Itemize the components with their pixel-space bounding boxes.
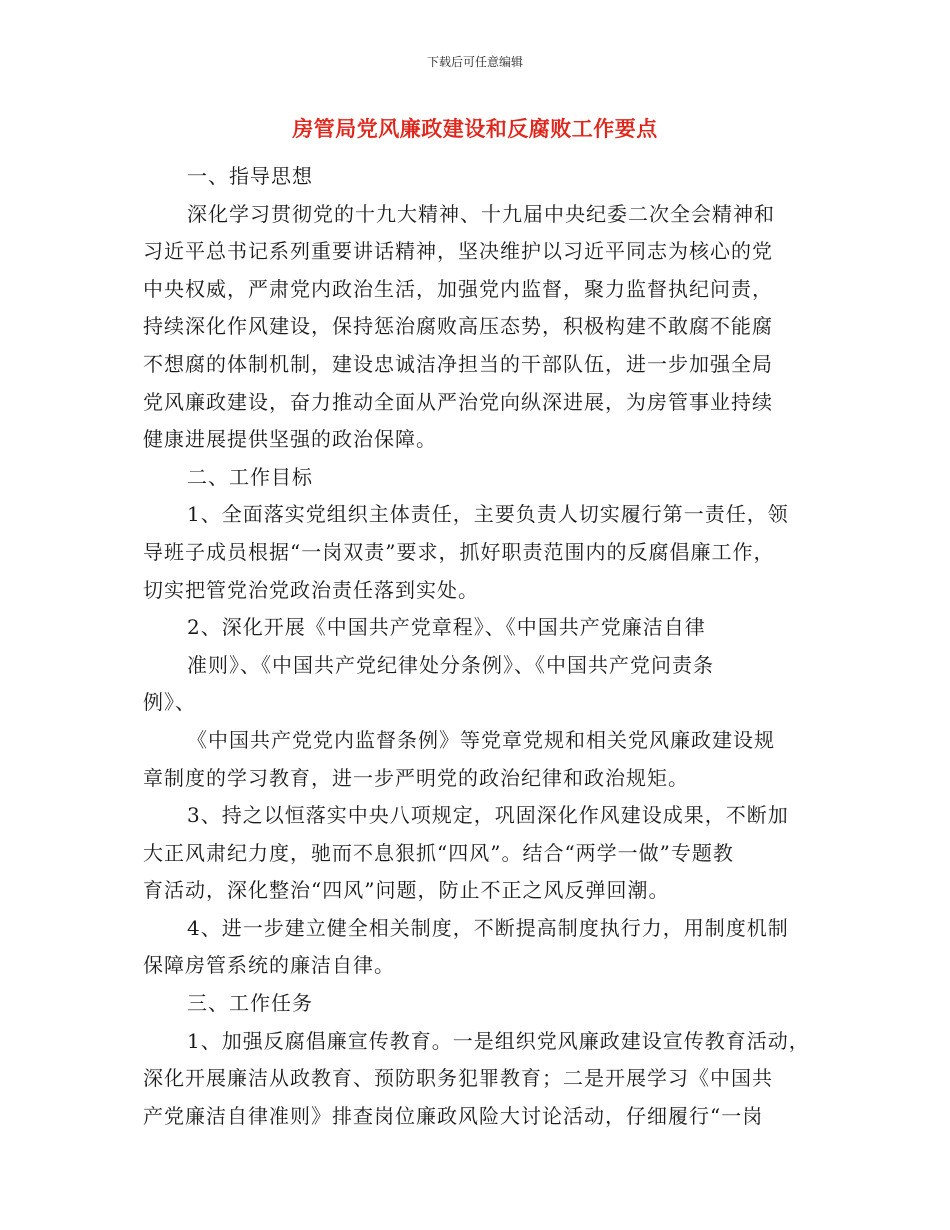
text-line: 习近平总书记系列重要讲话精神，坚决维护以习近平同志为核心的党 — [143, 239, 773, 264]
text-line: 一、指导思想 — [187, 164, 313, 188]
document-title: 房管局党风廉政建设和反腐败工作要点 — [292, 116, 658, 141]
header-note: 下载后可任意编辑 — [426, 55, 523, 69]
text-line: 1、全面落实党组织主体责任，主要负责人切实履行第一责任，领 — [187, 502, 789, 527]
text-line: 例》、 — [143, 690, 196, 715]
text-line: 不想腐的体制机制，建设忠诚洁净担当的干部队伍，进一步加强全局 — [143, 351, 773, 376]
text-line: 二、工作目标 — [187, 464, 313, 489]
text-line: 2、深化开展《中国共产党章程》、《中国共产党廉洁自律 — [187, 615, 706, 640]
text-line: 1、加强反腐倡廉宣传教育。一是组织党风廉政建设宣传教育活动， — [187, 1028, 810, 1053]
text-line: 保障房管系统的廉洁自律。 — [143, 953, 395, 978]
text-line: 导班子成员根据“一岗双责”要求，抓好职责范围内的反腐倡廉工作， — [143, 539, 775, 564]
text-line: 深化开展廉洁从政教育、预防职务犯罪教育；二是开展学习《中国共 — [143, 1066, 773, 1091]
text-line: 三、工作任务 — [187, 991, 313, 1016]
text-line: 健康进展提供坚强的政治保障。 — [143, 427, 437, 452]
text-line: 中央权威，严肃党内政治生活，加强党内监督，聚力监督执纪问责， — [143, 276, 773, 301]
text-line: 章制度的学习教育，进一步严明党的政治纪律和政治规矩。 — [143, 765, 689, 790]
text-line: 持续深化作风建设，保持惩治腐败高压态势，积极构建不敢腐不能腐 — [143, 314, 773, 339]
text-line: 产党廉洁自律准则》排查岗位廉政风险大讨论活动，仔细履行“一岗 — [143, 1103, 764, 1128]
text-line: 4、进一步建立健全相关制度，不断提高制度执行力，用制度机制 — [187, 915, 789, 940]
text-line: 3、持之以恒落实中央八项规定，巩固深化作风建设成果，不断加 — [187, 803, 789, 828]
text-line: 切实把管党治党政治责任落到实处。 — [143, 577, 479, 602]
text-line: 大正风肃纪力度，驰而不息狠抓“四风”。结合“两学一做”专题教 — [143, 840, 734, 865]
text-line: 《中国共产党党内监督条例》等党章党规和相关党风廉政建设规 — [187, 727, 775, 752]
text-line: 育活动，深化整治“四风”问题，防止不正之风反弹回潮。 — [143, 878, 670, 903]
text-line: 党风廉政建设，奋力推动全面从严治党向纵深进展，为房管事业持续 — [143, 389, 773, 414]
text-line: 深化学习贯彻党的十九大精神、十九届中央纪委二次全会精神和 — [187, 201, 775, 226]
text-line: 准则》、《中国共产党纪律处分条例》、《中国共产党问责条 — [187, 652, 714, 677]
document-body — [143, 158, 843, 1135]
